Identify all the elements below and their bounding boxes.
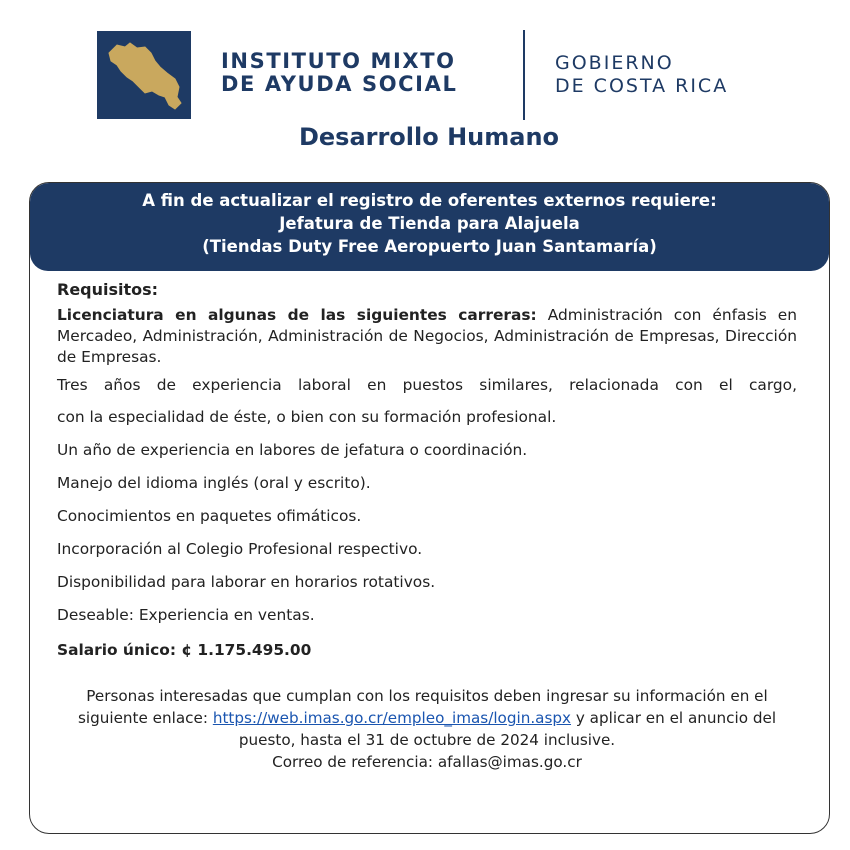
experience-requirement-line1: Tres años de experiencia laboral en puestos similares, relacionada con el cargo, bbox=[57, 376, 797, 394]
experience-requirement-line2: con la especialidad de éste, o bien con su formación profesional. bbox=[57, 408, 557, 426]
career-requirement bbox=[57, 305, 797, 368]
government-name-line1: GOBIERNO bbox=[555, 52, 674, 74]
requirement-item: Manejo del idioma inglés (oral y escrito). bbox=[57, 474, 371, 492]
institution-name-line2: DE AYUDA SOCIAL bbox=[221, 72, 458, 96]
deadline-text: y aplicar en el anuncio del puesto, hasta el 31 de octubre de 2024 inclusive. bbox=[238, 709, 777, 749]
institution-name bbox=[221, 50, 511, 96]
banner-intro: A fin de actualizar el registro de oferentes externos requiere: bbox=[142, 191, 717, 210]
requirement-item: Un año de experiencia en labores de jefatura o coordinación. bbox=[57, 441, 528, 459]
job-location: (Tiendas Duty Free Aeropuerto Juan Santamaría) bbox=[202, 237, 657, 256]
government-name bbox=[555, 52, 815, 98]
instructions-text: Personas interesadas que cumplan con los requisitos deben ingresar su información en el siguiente enlace: bbox=[77, 687, 768, 727]
career-list: Administración con énfasis en Mercadeo, Administración, Administración de Negocios, Administración de Empresas, Dirección de Empresas. bbox=[57, 306, 797, 366]
posting-banner bbox=[30, 183, 829, 271]
department-title: Desarrollo Humano bbox=[298, 123, 560, 151]
job-title: Jefatura de Tienda para Alajuela bbox=[279, 214, 580, 233]
application-instructions bbox=[57, 685, 797, 773]
requirement-item: Deseable: Experiencia en ventas. bbox=[57, 606, 315, 624]
contact-email: Correo de referencia: afallas@imas.go.cr bbox=[272, 753, 582, 771]
institution-name-line1: INSTITUTO MIXTO bbox=[221, 49, 456, 73]
government-name-line2: DE COSTA RICA bbox=[555, 75, 729, 97]
posting-body bbox=[57, 280, 797, 773]
requirement-item: Conocimientos en paquetes ofimáticos. bbox=[57, 507, 362, 525]
imas-logo bbox=[97, 31, 191, 119]
job-posting-card bbox=[29, 182, 830, 834]
header-divider bbox=[523, 30, 525, 120]
application-link[interactable]: https://web.imas.go.cr/empleo_imas/login.aspx bbox=[212, 709, 572, 727]
requirement-item: Incorporación al Colegio Profesional respectivo. bbox=[57, 540, 423, 558]
career-label: Licenciatura en algunas de las siguientes carreras: bbox=[57, 306, 537, 324]
costa-rica-map-icon bbox=[97, 31, 191, 119]
requirement-item: Disponibilidad para laborar en horarios rotativos. bbox=[57, 573, 436, 591]
salary: Salario único: ¢ 1.175.495.00 bbox=[57, 641, 312, 659]
header bbox=[0, 0, 850, 170]
requirements-heading: Requisitos: bbox=[57, 280, 159, 299]
